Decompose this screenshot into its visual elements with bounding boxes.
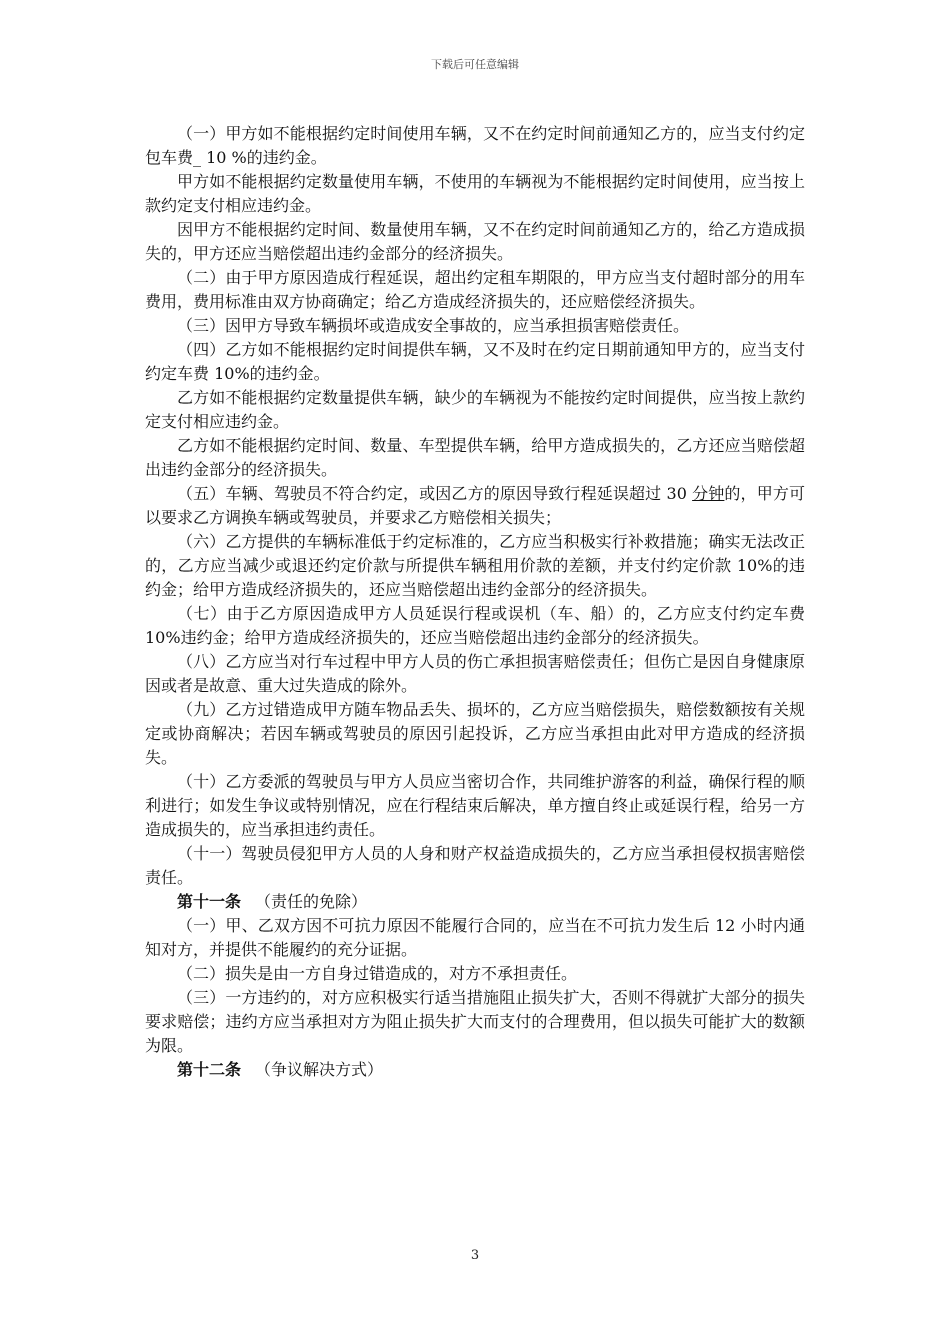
- paragraph-penalty-6: （六）乙方提供的车辆标准低于约定标准的，乙方应当积极实行补救措施；确实无法改正的，乙方应当减少或退还约定价款与所提供车辆租用价款的差额，并支付约定价款 10%的违约金；给甲方造成经济损失的，还应当赔偿超出违约金部分的经济损失。: [145, 532, 805, 599]
- paragraph-penalty-7: （七）由于乙方原因造成甲方人员延误行程或误机（车、船）的，乙方应支付约定车费 10%违约金；给甲方造成经济损失的，还应当赔偿超出违约金部分的经济损失。: [145, 604, 805, 647]
- paragraph-penalty-1b: 因甲方不能根据约定时间、数量使用车辆，又不在约定时间前通知乙方的，给乙方造成损失的，甲方还应当赔偿超出违约金部分的经济损失。: [145, 220, 805, 263]
- paragraph-penalty-8: （八）乙方应当对行车过程中甲方人员的伤亡承担损害赔偿责任；但伤亡是因自身健康原因或者是故意、重大过失造成的除外。: [145, 652, 805, 695]
- paragraph-penalty-11: （十一）驾驶员侵犯甲方人员的人身和财产权益造成损失的，乙方应当承担侵权损害赔偿责任。: [145, 844, 805, 887]
- paragraph-penalty-3: （三）因甲方导致车辆损坏或造成安全事故的，应当承担损害赔偿责任。: [177, 316, 690, 335]
- paragraph-exemption-3: （三）一方违约的，对方应积极实行适当措施阻止损失扩大，否则不得就扩大部分的损失要求赔偿；违约方应当承担对方为阻止损失扩大而支付的合理费用，但以损失可能扩大的数额为限。: [145, 988, 805, 1055]
- paragraph-penalty-4: （四）乙方如不能根据约定时间提供车辆，又不及时在约定日期前通知甲方的，应当支付约定车费 10%的违约金。: [145, 340, 805, 383]
- paragraph-penalty-4a: 乙方如不能根据约定数量提供车辆，缺少的车辆视为不能按约定时间提供，应当按上款约定支付相应违约金。: [145, 388, 805, 431]
- article-12-title: 第十二条: [177, 1060, 242, 1079]
- paragraph-penalty-2: （二）由于甲方原因造成行程延误，超出约定租车期限的，甲方应当支付超时部分的用车费用，费用标准由双方协商确定；给乙方造成经济损失的，还应赔偿经济损失。: [145, 268, 805, 311]
- article-11-title: 第十一条: [177, 892, 242, 911]
- paragraph-penalty-4b: 乙方如不能根据约定时间、数量、车型提供车辆，给甲方造成损失的，乙方还应当赔偿超出违约金部分的经济损失。: [145, 436, 805, 479]
- paragraph-penalty-5-before: （五）车辆、驾驶员不符合约定，或因乙方的原因导致行程延误超过 30: [177, 484, 693, 503]
- paragraph-exemption-2: （二）损失是由一方自身过错造成的，对方不承担责任。: [177, 964, 578, 983]
- paragraph-penalty-1: （一）甲方如不能根据约定时间使用车辆，又不在约定时间前通知乙方的，应当支付约定包车费_ 10 %的违约金。: [145, 124, 805, 167]
- page-header: 下载后可任意编辑: [431, 58, 519, 71]
- paragraph-penalty-5: [145, 482, 805, 530]
- article-11-heading: [145, 890, 805, 914]
- paragraph-penalty-5-after: 的，甲方可以要求乙方调换车辆或驾驶员，并要求乙方赔偿相关损失；: [145, 484, 805, 527]
- article-12-subtitle: （争议解决方式）: [255, 1060, 384, 1079]
- document-body: [145, 122, 805, 1082]
- paragraph-exemption-1: （一）甲、乙双方因不可抗力原因不能履行合同的，应当在不可抗力发生后 12 小时内通知对方，并提供不能履约的充分证据。: [145, 916, 805, 959]
- paragraph-penalty-1a: 甲方如不能根据约定数量使用车辆，不使用的车辆视为不能根据约定时间使用，应当按上款约定支付相应违约金。: [145, 172, 805, 215]
- article-11-subtitle: （责任的免除）: [255, 892, 368, 911]
- article-12-heading: [145, 1058, 805, 1082]
- paragraph-penalty-9: （九）乙方过错造成甲方随车物品丢失、损坏的，乙方应当赔偿损失，赔偿数额按有关规定或协商解决；若因车辆或驾驶员的原因引起投诉，乙方应当承担由此对甲方造成的经济损失。: [145, 700, 805, 767]
- paragraph-penalty-10: （十）乙方委派的驾驶员与甲方人员应当密切合作，共同维护游客的利益，确保行程的顺利进行；如发生争议或特别情况，应在行程结束后解决，单方擅自终止或延误行程，给另一方造成损失的，应当承担违约责任。: [145, 772, 805, 839]
- page-number: 3: [470, 1248, 480, 1263]
- paragraph-penalty-5-underlined: 分钟: [692, 484, 725, 503]
